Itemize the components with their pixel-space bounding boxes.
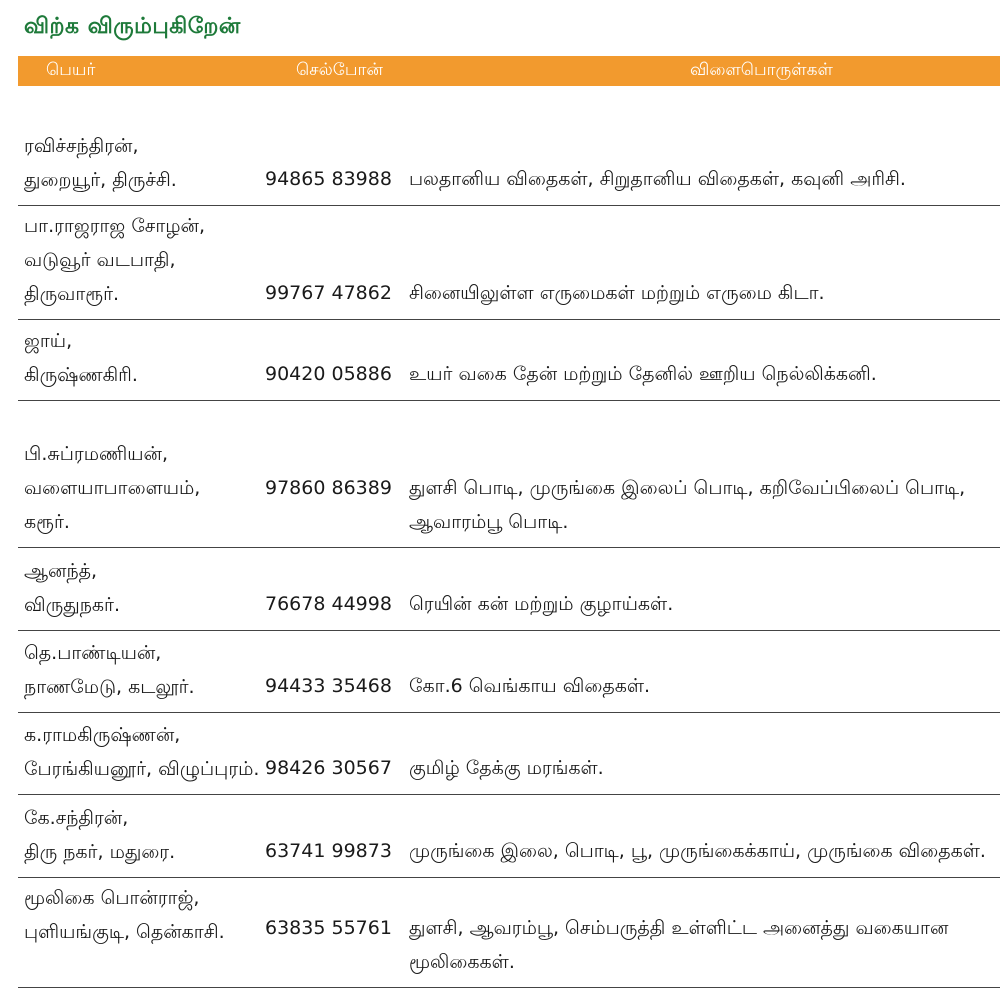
seller-product: சினையிலுள்ள எருமைகள் மற்றும் எருமை கிடா. xyxy=(409,282,825,304)
seller-phone: 94865 83988 xyxy=(265,168,392,190)
seller-name-line: நாணமேடு, கடலூர். xyxy=(24,676,195,698)
seller-product: துளசி பொடி, முருங்கை இலைப் பொடி, கறிவேப்பிலைப் பொடி, ஆவாரம்பூ பொடி. xyxy=(409,477,966,533)
seller-name-line: திருவாரூர். xyxy=(24,283,120,305)
seller-name-line: கே.சந்திரன், xyxy=(24,807,129,829)
seller-phone: 63835 55761 xyxy=(265,917,392,939)
seller-phone: 97860 86389 xyxy=(265,477,392,499)
seller-product: முருங்கை இலை, பொடி, பூ, முருங்கைக்காய், முருங்கை விதைகள். xyxy=(409,840,986,862)
seller-name xyxy=(24,437,200,539)
seller-name xyxy=(24,881,225,949)
table-row xyxy=(18,795,1000,878)
seller-table xyxy=(18,125,1000,988)
table-row xyxy=(18,206,1000,320)
column-header-name: பெயர் xyxy=(46,60,96,80)
seller-name xyxy=(24,636,195,704)
seller-phone: 98426 30567 xyxy=(265,757,392,779)
table-row xyxy=(18,401,1000,548)
seller-product: பலதானிய விதைகள், சிறுதானிய விதைகள், கவுனி அரிசி. xyxy=(409,168,906,190)
seller-name xyxy=(24,129,177,197)
seller-product: ரெயின் கன் மற்றும் குழாய்கள். xyxy=(409,593,674,615)
seller-name-line: க.ராமகிருஷ்ணன், xyxy=(24,724,181,746)
seller-name-line: தெ.பாண்டியன், xyxy=(24,642,162,664)
seller-name-line: துறையூர், திருச்சி. xyxy=(24,169,177,191)
seller-name-line: ரவிச்சந்திரன், xyxy=(24,135,139,157)
seller-name-line: பேரங்கியனூர், விழுப்புரம். xyxy=(24,758,260,780)
seller-name xyxy=(24,718,259,786)
seller-product: உயர் வகை தேன் மற்றும் தேனில் ஊறிய நெல்லிக்கனி. xyxy=(409,363,877,385)
seller-name-line: வடுவூர் வடபாதி, xyxy=(24,249,176,271)
seller-name xyxy=(24,209,205,311)
table-row xyxy=(18,125,1000,206)
seller-name-line: ஆனந்த், xyxy=(24,560,98,582)
table-row xyxy=(18,631,1000,713)
column-header-product: விளைபொருள்கள் xyxy=(690,60,833,80)
seller-product: கோ.6 வெங்காய விதைகள். xyxy=(409,675,651,697)
seller-phone: 90420 05886 xyxy=(265,363,392,385)
seller-product: துளசி, ஆவரம்பூ, செம்பருத்தி உள்ளிட்ட அனைத்து வகையான மூலிகைகள். xyxy=(409,917,949,973)
page-title: விற்க விரும்புகிறேன் xyxy=(24,14,241,39)
table-header xyxy=(18,56,1000,86)
seller-name-line: கிருஷ்ணகிரி. xyxy=(24,364,138,386)
seller-name-line: வளையாபாளையம், xyxy=(24,477,201,499)
table-row xyxy=(18,713,1000,795)
seller-phone: 94433 35468 xyxy=(265,675,392,697)
table-row xyxy=(18,878,1000,988)
seller-name-line: விருதுநகர். xyxy=(24,594,121,616)
seller-name-line: திரு நகர், மதுரை. xyxy=(24,841,176,863)
seller-name-line: மூலிகை பொன்ராஜ், xyxy=(24,887,200,909)
table-row xyxy=(18,320,1000,401)
seller-name xyxy=(24,554,120,622)
seller-name-line: ஜாய், xyxy=(24,330,73,352)
seller-name xyxy=(24,801,175,869)
seller-phone: 99767 47862 xyxy=(265,282,392,304)
seller-name-line: புளியங்குடி, தென்காசி. xyxy=(24,921,225,943)
seller-phone: 63741 99873 xyxy=(265,840,392,862)
table-row xyxy=(18,548,1000,631)
seller-name xyxy=(24,324,138,392)
seller-name-line: பா.ராஜராஜ சோழன், xyxy=(24,215,206,237)
seller-name-line: பி.சுப்ரமணியன், xyxy=(24,443,169,465)
seller-phone: 76678 44998 xyxy=(265,593,392,615)
column-header-phone: செல்போன் xyxy=(296,60,383,80)
seller-product: குமிழ் தேக்கு மரங்கள். xyxy=(409,757,604,779)
seller-name-line: கரூர். xyxy=(24,511,70,533)
